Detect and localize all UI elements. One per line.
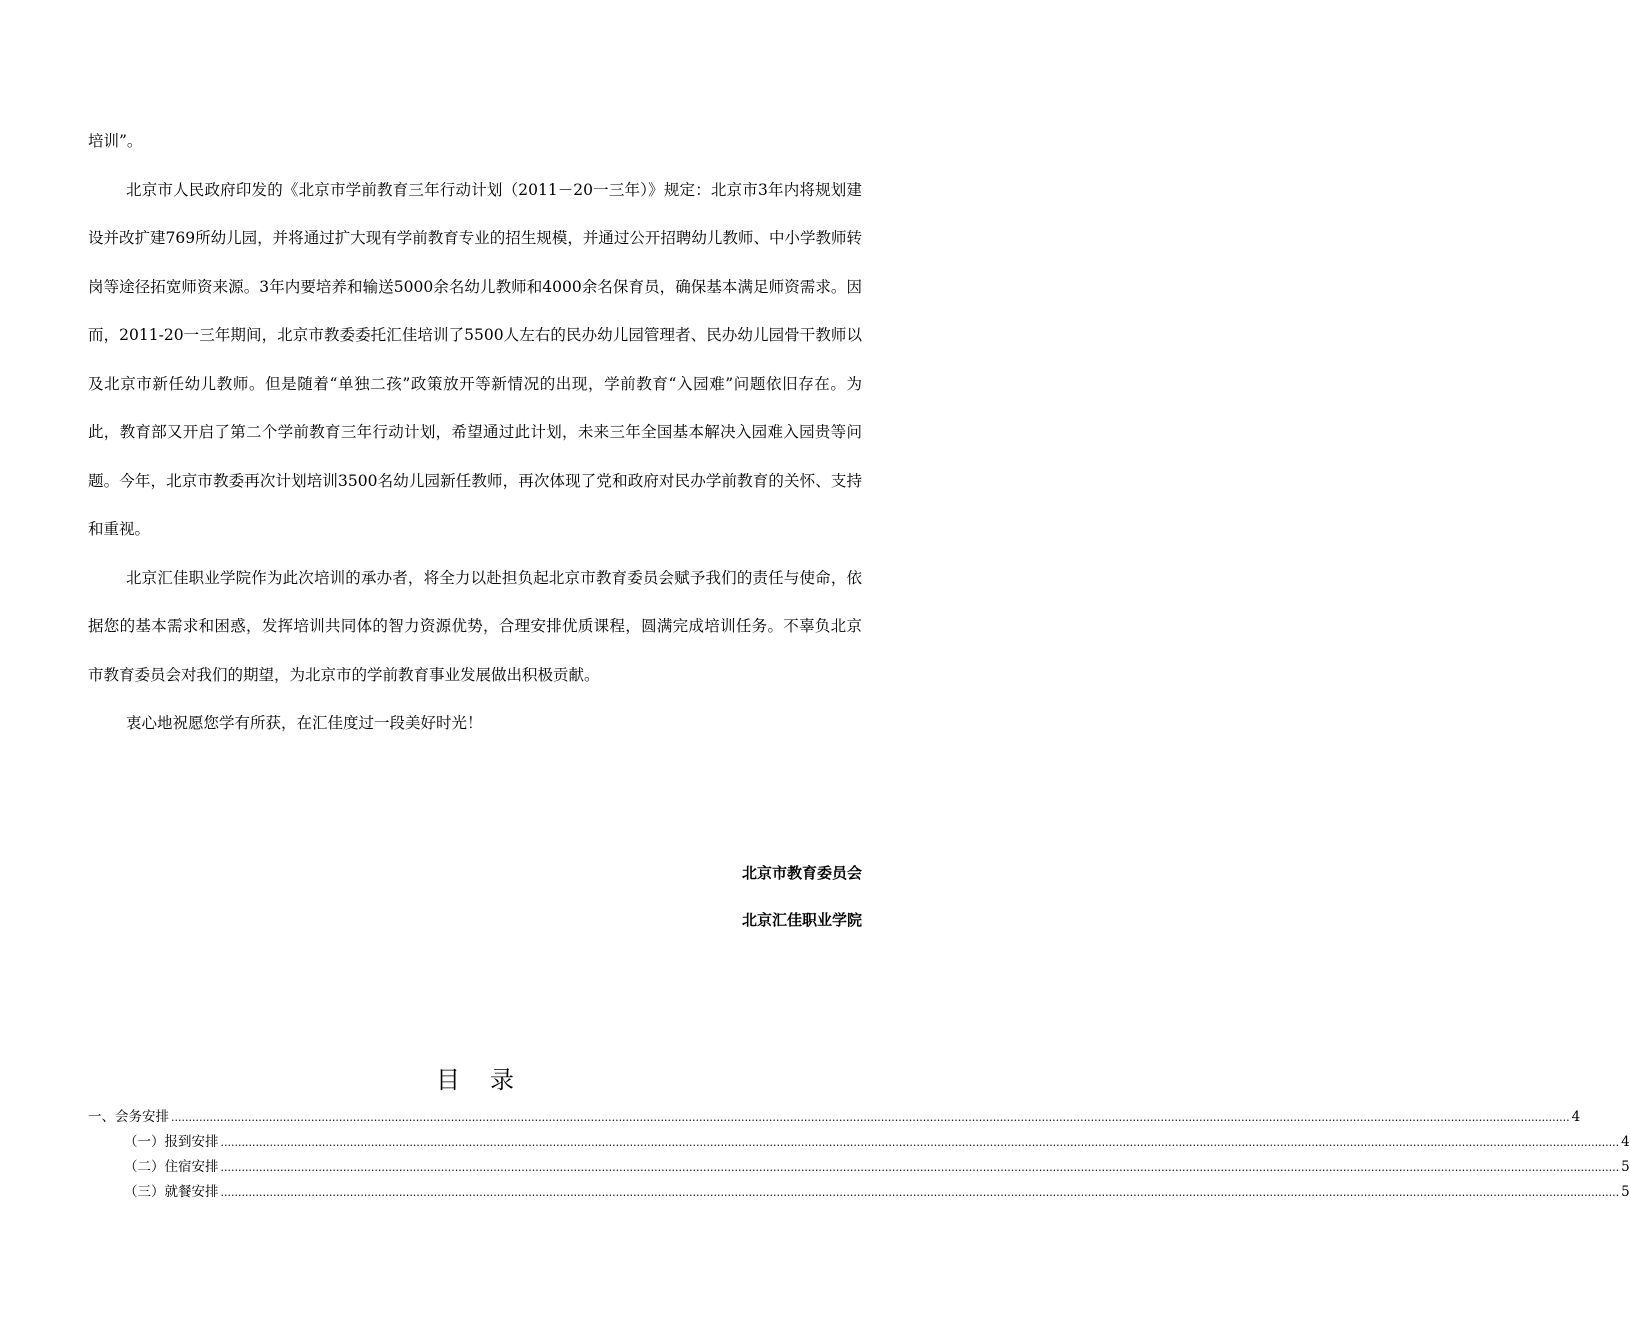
toc-entry-label: 一、会务安排: [88, 1109, 169, 1125]
toc-title-char-2: 录: [490, 1066, 514, 1094]
toc-leader-dots: ................................................................................................................................................................................................................................................................................................................................................................................................................: [220, 1136, 1620, 1149]
signature-commission: 北京市教育委员会: [741, 864, 862, 882]
paragraph-action-plan: 北京市人民政府印发的《北京市学前教育三年行动计划（2011－20一三年）》规定：北京市3年内将规划建设并改扩建769所幼儿园，并将通过扩大现有学前教育专业的招生规模，并通过公开招聘幼儿教师、中小学教师转岗等途径拓宽师资来源。3年内要培养和输送5000余名幼儿教师和4000余名保育员，确保基本满足师资需求。因而，2011-20一三年期间，北京市教委委托汇佳培训了5500人左右的民办幼儿园管理者、民办幼儿园骨干教师以及北京市新任幼儿教师。但是随着“单独二孩”政策放开等新情况的出现，学前教育“入园难”问题依旧存在。为此，教育部又开启了第二个学前教育三年行动计划，希望通过此计划，未来三年全国基本解决入园难入园贵等问题。今年，北京市教委再次计划培训3500名幼儿园新任教师，再次体现了党和政府对民办学前教育的关怀、支持和重视。: [88, 180, 862, 538]
toc-leader-dots: ................................................................................................................................................................................................................................................................................................................................................................................................................: [171, 1111, 1570, 1124]
toc-title: [0, 1064, 950, 1096]
toc-leader-dots: ................................................................................................................................................................................................................................................................................................................................................................................................................: [220, 1186, 1620, 1199]
toc-entry-registration[interactable]: [88, 1130, 1630, 1155]
signature-college: 北京汇佳职业学院: [741, 911, 862, 929]
toc-entry-dining[interactable]: [88, 1180, 1630, 1205]
toc-entry-label: （三）就餐安排: [124, 1184, 219, 1200]
paragraph-organizer: 北京汇佳职业学院作为此次培训的承办者，将全力以赴担负起北京市教育委员会赋予我们的责任与使命，依据您的基本需求和困惑，发挥培训共同体的智力资源优势，合理安排优质课程，圆满完成培训任务。不辜负北京市教育委员会对我们的期望，为北京市的学前教育事业发展做出积极贡献。: [88, 568, 862, 684]
toc-entry-label: （一）报到安排: [124, 1134, 219, 1150]
toc-title-char-1: 目: [436, 1066, 460, 1094]
toc-entry-page: 4: [1571, 1109, 1581, 1125]
toc-entry-page: 4: [1621, 1134, 1630, 1150]
toc-entry-meeting-arrangements[interactable]: [88, 1105, 1581, 1130]
letter-body: [88, 117, 862, 748]
toc-entry-label: （二）住宿安排: [124, 1159, 219, 1175]
toc-entry-page: 5: [1621, 1159, 1630, 1175]
toc-entry-page: 5: [1621, 1184, 1630, 1200]
toc-leader-dots: ................................................................................................................................................................................................................................................................................................................................................................................................................: [220, 1161, 1620, 1174]
paragraph-continuation: 培训”。: [88, 132, 143, 150]
table-of-contents: [88, 1105, 1630, 1205]
toc-entry-accommodation[interactable]: [88, 1155, 1630, 1180]
paragraph-wishes: 衷心地祝愿您学有所获，在汇佳度过一段美好时光！: [126, 714, 483, 732]
